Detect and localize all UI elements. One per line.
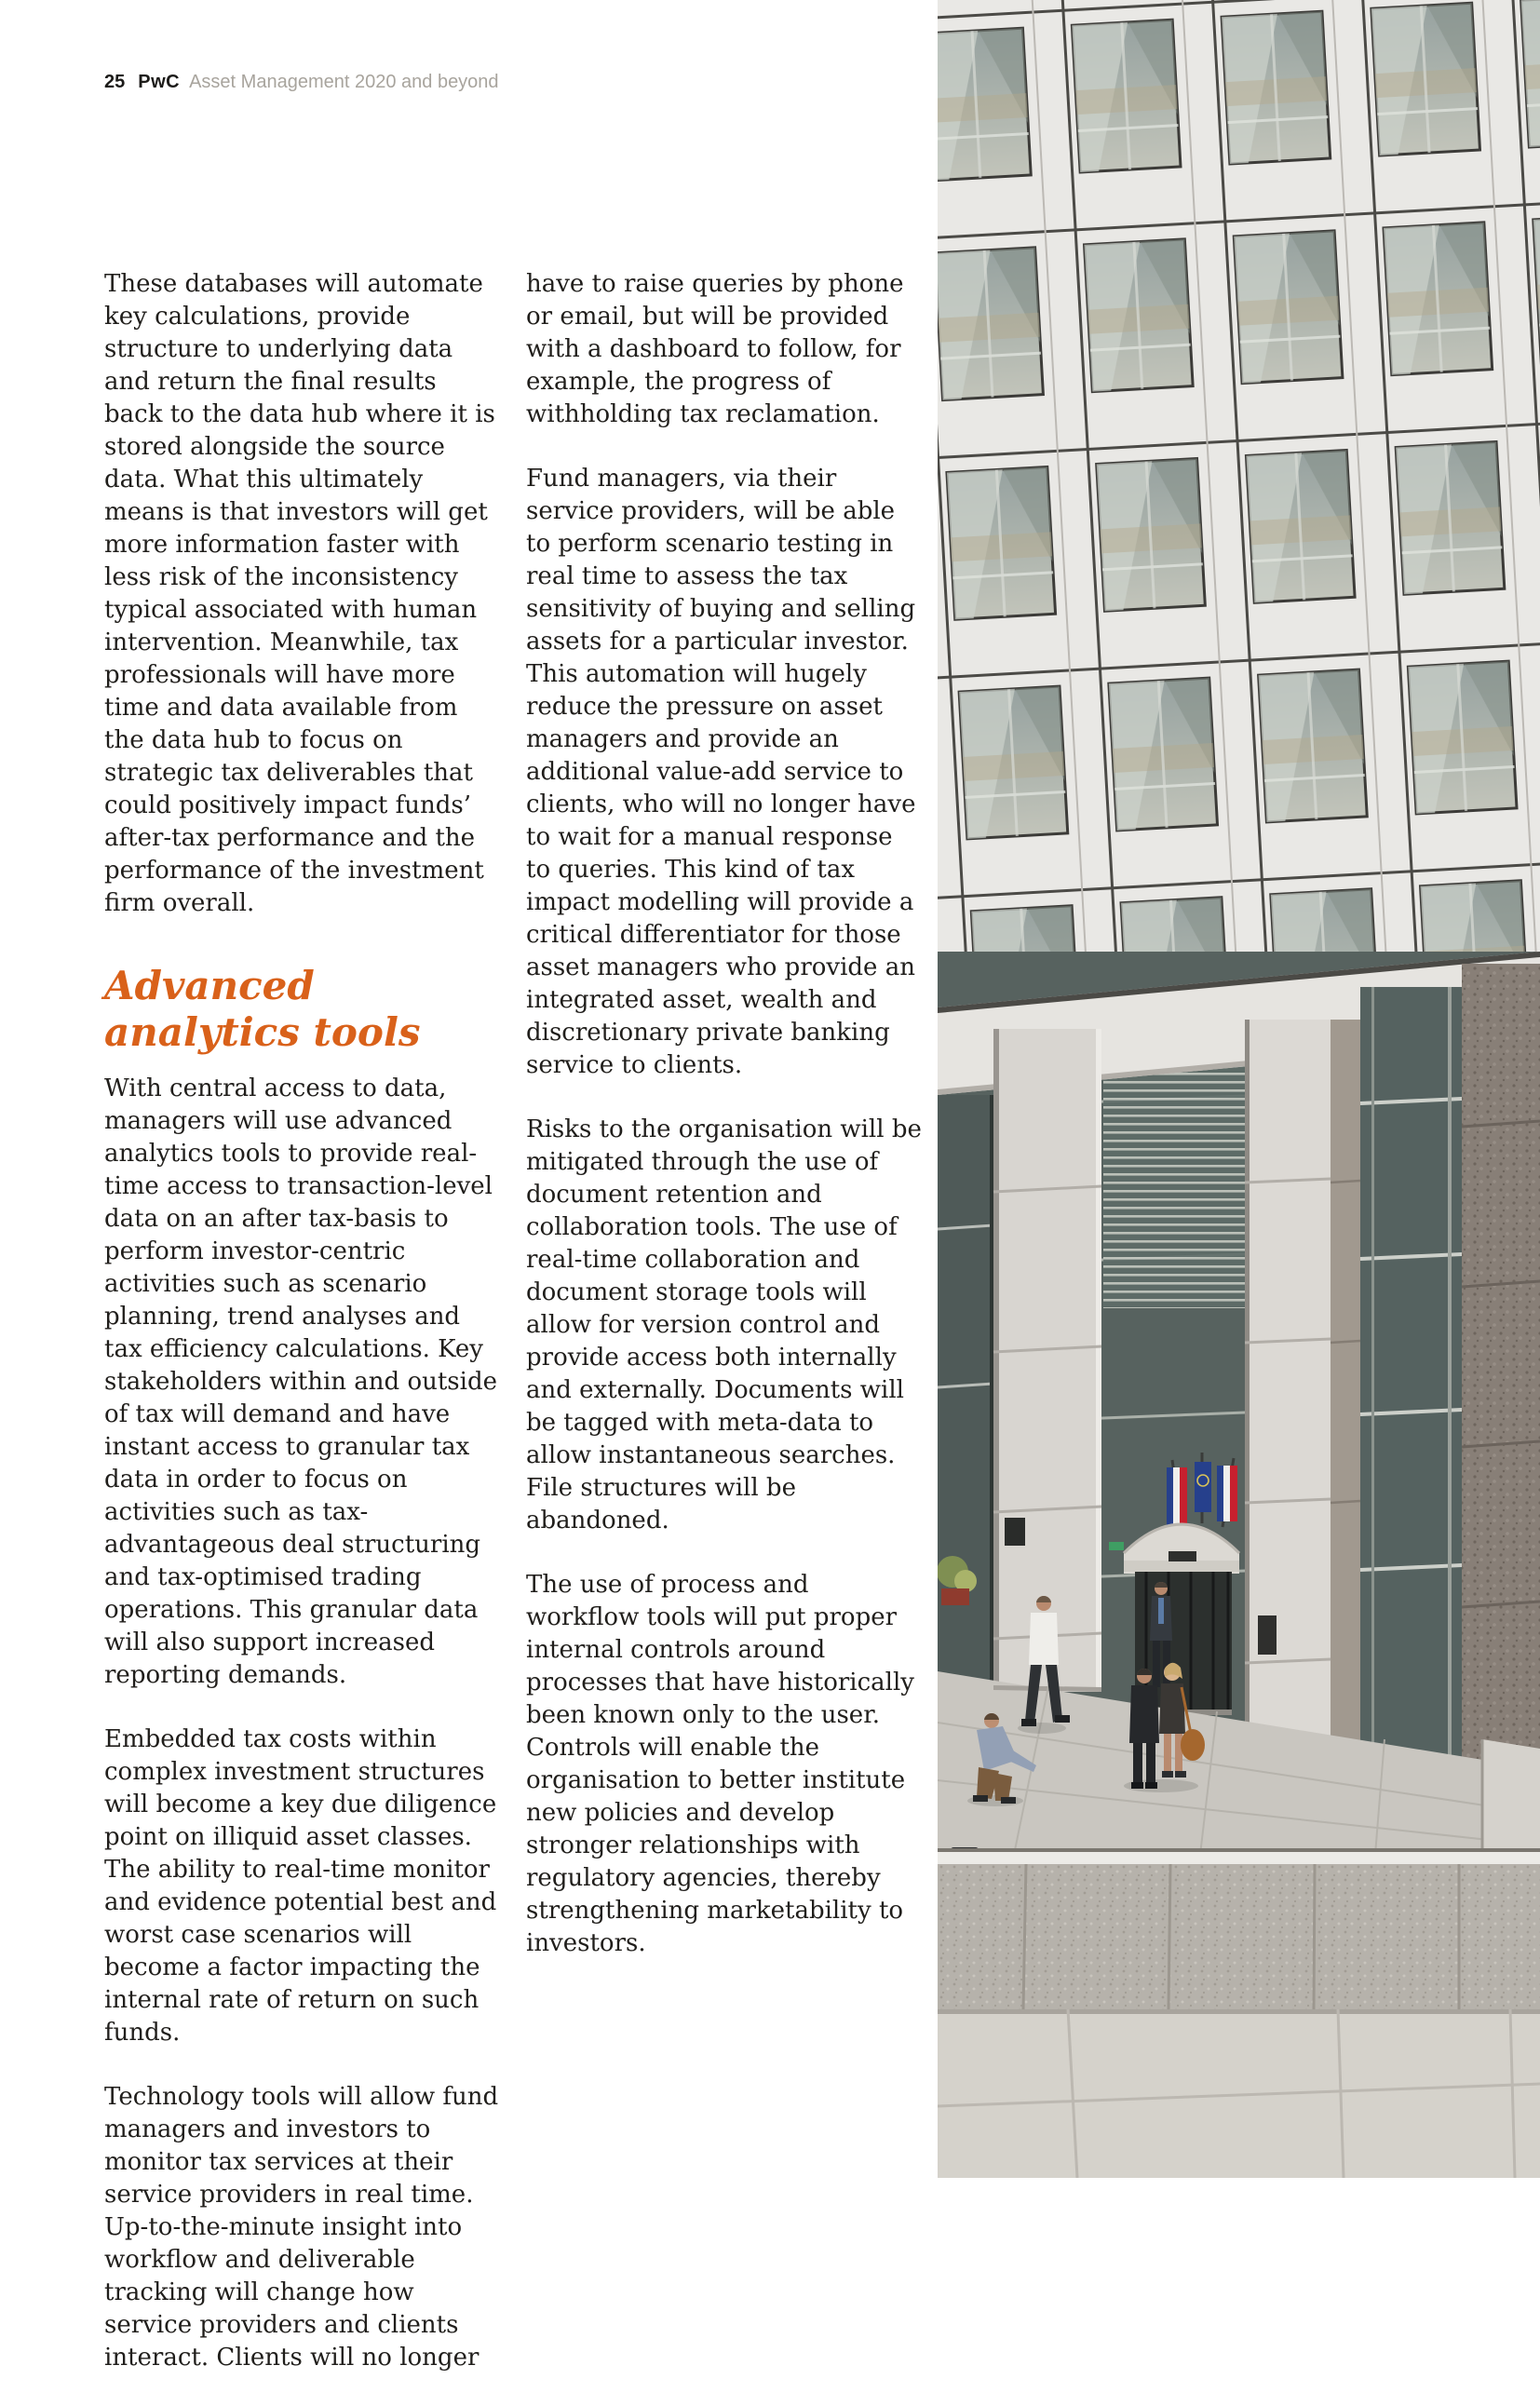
granite-pillar xyxy=(1462,964,1540,1788)
paragraph: These databases will automate key calculations, provide structure to underlying data and return the final results back to the data hub where it is stored alongside the source data. What this ultimately means is that investors will get more information faster with less risk of the inconsistency typical associated with human intervention. Meanwhile, tax professionals will have more time and data available from the data hub to focus on strategic tax deliverables that could positively impact funds’ after-tax performance and the performance of the investment firm overall. xyxy=(104,270,495,917)
text-column-2 xyxy=(526,268,923,1992)
plaza-wall xyxy=(938,1848,1540,2009)
page-header xyxy=(104,71,499,93)
paragraph: Fund managers, via their service providers, will be able to perform scenario testing in real time to assess the tax sensitivity of buying and selling assets for a particular investor. This automation will hugely reduce the pressure on asset managers and provide an additional value-add service to clients, who will no longer have to wait for a manual response to queries. This kind of tax impact modelling will provide a critical differentiator for those asset managers who provide an integrated asset, wealth and discretionary private banking service to clients. xyxy=(526,465,916,1079)
section-heading: Advanced analytics tools xyxy=(104,963,421,1055)
brand-logo: PwC xyxy=(138,72,181,92)
paragraph: Technology tools will allow fund managers and investors to monitor tax services at their service providers in real time. Up-to-the-minute insight into workflow and deliverable tracking will change how service providers and clients interact. Clients will no longer xyxy=(104,2083,499,2372)
paragraph: Embedded tax costs within complex investment structures will become a key due diligence point on illiquid asset classes. The ability to real-time monitor and evidence potential best and worst case scenarios will become a factor impacting the internal rate of return on such funds. xyxy=(104,1725,497,2047)
french-flag xyxy=(1217,1466,1237,1521)
paragraph: With central access to data, managers will use advanced analytics tools to provide real-time access to transaction-level data on an after tax-basis to perform investor-centric activities such as scenario planning, trend analyses and tax efficiency calculations. Key stakeholders within and outside of tax will demand and have instant access to granular tax data in order to focus on activities such as tax-advantageous deal structuring and tax-optimised trading operations. This granular data will also support increased reporting demands. xyxy=(104,1075,497,1689)
paragraph: have to raise queries by phone or email, but will be provided with a dashboard to follow, for example, the progress of withholding tax reclamation. xyxy=(526,270,904,428)
text-column-1 xyxy=(104,268,501,2406)
travel-bag xyxy=(1181,1729,1205,1761)
eu-flag xyxy=(1195,1462,1211,1512)
paragraph: Risks to the organisation will be mitigated through the use of document retention and collaboration tools. The use of real-time collaboration and document storage tools will allow for version control and provide access both internally and externally. Documents will be tagged with meta-data to allow instantaneous searches. File structures will be abandoned. xyxy=(526,1115,922,1534)
doc-title: Asset Management 2020 and beyond xyxy=(189,72,499,92)
building-photo xyxy=(938,0,1540,2178)
paragraph: The use of process and workflow tools will put proper internal controls around processes that have historically been known only to the user. Controls will enable the organisation to better institute new policies and develop stronger relationships with regulatory agencies, thereby strengthening marketability to investors. xyxy=(526,1571,914,1957)
stone-pillar xyxy=(993,1029,1101,1692)
french-flag xyxy=(1167,1467,1187,1525)
stone-pillar xyxy=(1245,1020,1360,1778)
page-number: 25 xyxy=(104,72,126,92)
pavement xyxy=(938,2009,1540,2178)
